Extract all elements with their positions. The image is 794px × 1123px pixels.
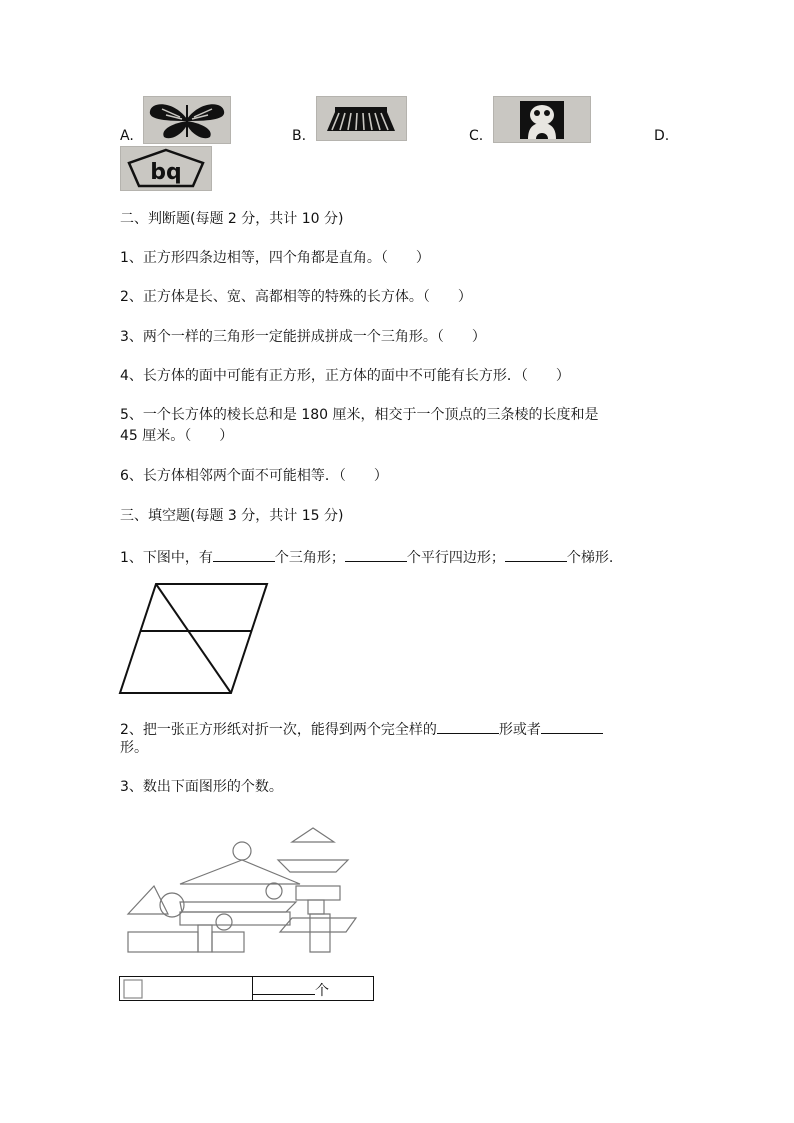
option-b-image — [316, 96, 407, 141]
shapes-figure — [124, 826, 360, 954]
option-a-label: A. — [120, 128, 134, 144]
option-a-image — [143, 96, 231, 144]
square-icon — [123, 979, 143, 999]
bq-text: bq — [150, 160, 182, 185]
fill-q3: 3、数出下面图形的个数。 — [120, 779, 283, 795]
option-b-label: B. — [292, 128, 307, 144]
fill-q1-blank-1[interactable] — [213, 545, 275, 562]
judge-item-2: 2、正方体是长、宽、高都相等的特殊的长方体。（ ） — [120, 289, 472, 305]
mask-icon — [494, 97, 590, 142]
option-d-label: D. — [654, 128, 670, 144]
fill-q2-line1 — [120, 717, 603, 740]
bq-pentagon-icon — [121, 147, 211, 190]
judge-item-5-line2: 45 厘米。（ ） — [120, 428, 234, 444]
fill-q1-blank-2[interactable] — [345, 545, 407, 562]
parallelogram-figure — [118, 582, 270, 696]
section3-heading: 三、填空题(每题 3 分，共计 15 分) — [120, 508, 344, 524]
section2-heading: 二、判断题(每题 2 分，共计 10 分) — [120, 211, 344, 227]
fill-q1-blank-3[interactable] — [505, 545, 567, 562]
judge-item-4: 4、长方体的面中可能有正方形，正方体的面中不可能有长方形．（ ） — [120, 368, 570, 384]
fill-q2-prefix: 2、把一张正方形纸对折一次，能得到两个完全样的 — [120, 722, 437, 738]
option-c-image — [493, 96, 591, 143]
count-blank[interactable] — [253, 978, 315, 995]
fill-q2-middle: 形或者 — [498, 722, 541, 738]
count-table-cell-shape — [120, 977, 253, 1000]
count-unit: 个 — [315, 983, 329, 999]
fill-q1-prefix: 1、下图中，有 — [120, 550, 213, 566]
fill-q2-blank-2[interactable] — [541, 717, 603, 734]
fill-q1-part2: 个平行四边形； — [406, 550, 505, 566]
count-table-cell-answer — [253, 978, 329, 1001]
fill-q2-blank-1[interactable] — [437, 717, 499, 734]
fan-icon — [317, 97, 406, 140]
judge-item-6: 6、长方体相邻两个面不可能相等．（ ） — [120, 468, 388, 484]
judge-item-3: 3、两个一样的三角形一定能拼成拼成一个三角形。（ ） — [120, 329, 486, 345]
fill-q2-line2: 形。 — [120, 740, 148, 756]
judge-item-1: 1、正方形四条边相等，四个角都是直角。（ ） — [120, 250, 430, 266]
butterfly-icon — [144, 97, 230, 143]
judge-item-5-line1: 5、一个长方体的棱长总和是 180 厘米，相交于一个顶点的三条棱的长度和是 — [120, 407, 599, 423]
option-c-label: C. — [469, 128, 484, 144]
fill-q1 — [120, 545, 613, 568]
fill-q1-part3: 个梯形. — [566, 550, 614, 566]
option-d-image — [120, 146, 212, 191]
fill-q1-part1: 个三角形； — [274, 550, 345, 566]
count-table — [119, 976, 374, 1001]
